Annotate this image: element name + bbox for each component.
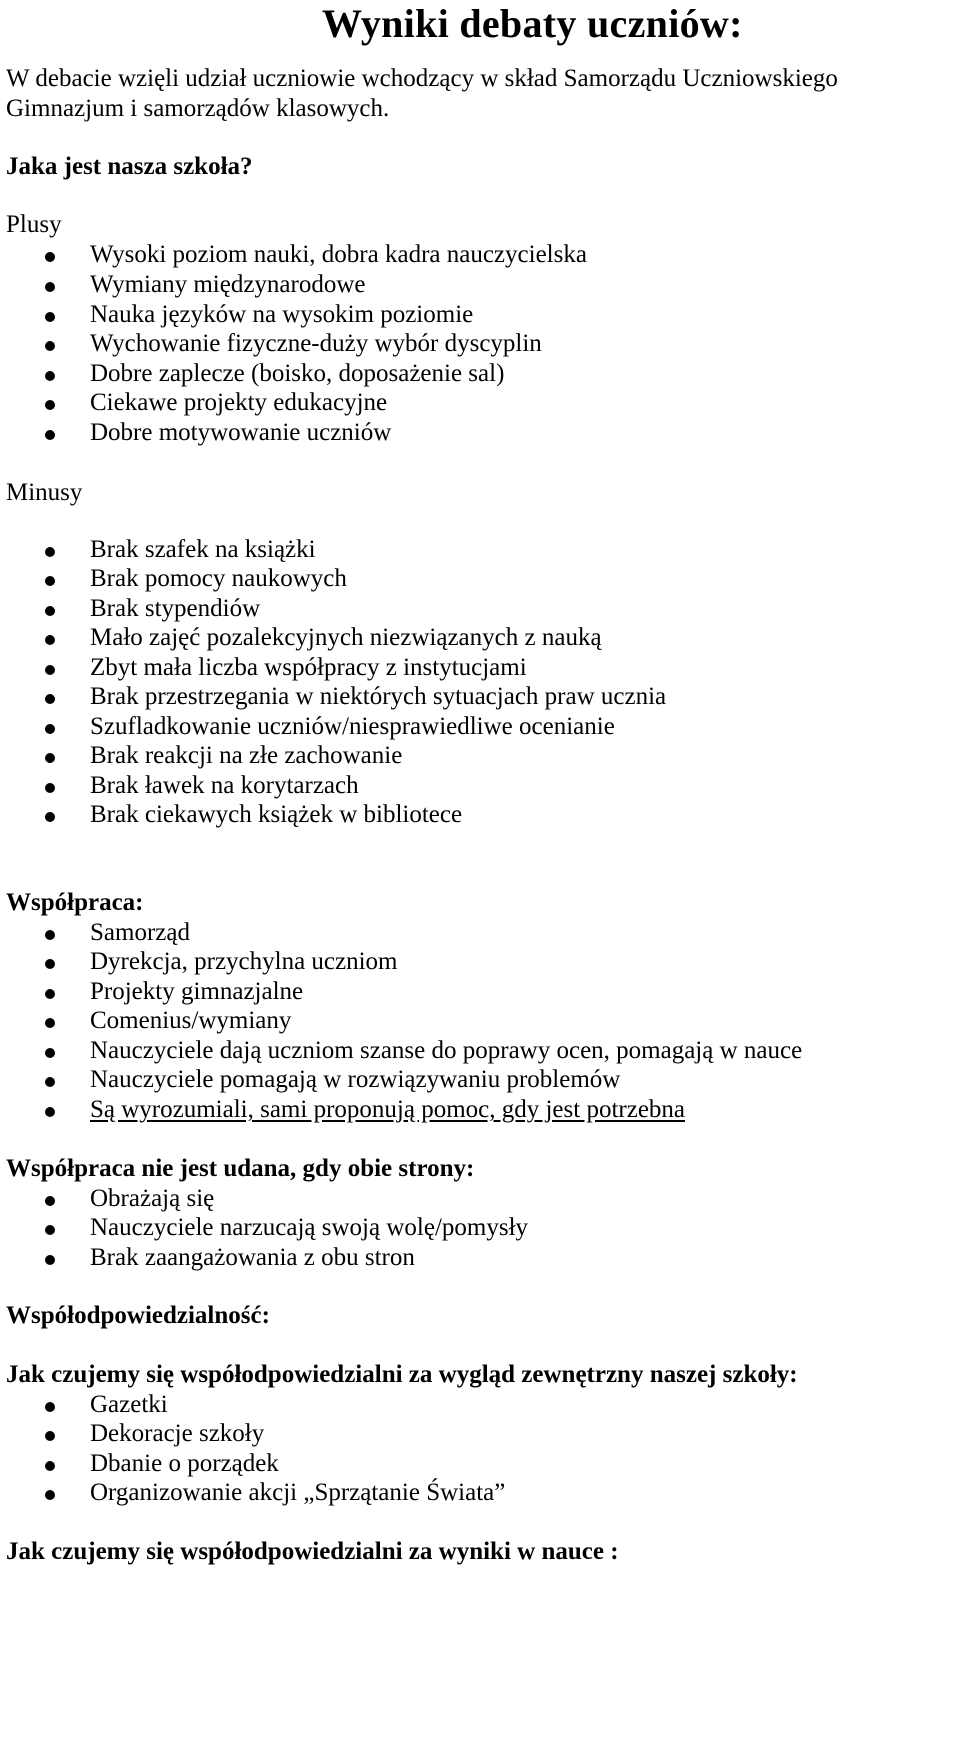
list-item: Wychowanie fizyczne-duży wybór dyscyplin — [90, 330, 542, 357]
bullet-icon — [45, 930, 55, 940]
list-item: Dyrekcja, przychylna uczniom — [90, 948, 398, 975]
list-item: Brak przestrzegania w niektórych sytuacjach praw ucznia — [90, 683, 667, 710]
nieudana-heading: Współpraca nie jest udana, gdy obie strony: — [6, 1155, 475, 1182]
intro-line-1: W debacie wzięli udział uczniowie wchodzący w skład Samorządu Uczniowskiego — [6, 65, 838, 92]
list-item: Brak reakcji na złe zachowanie — [90, 742, 403, 769]
list-item: Brak zaangażowania z obu stron — [90, 1244, 415, 1271]
bullet-icon — [45, 1255, 55, 1265]
wyniki-heading: Jak czujemy się współodpowiedzialni za wyniki w nauce : — [6, 1538, 619, 1565]
intro-line-2: Gimnazjum i samorządów klasowych. — [6, 95, 390, 122]
plusy-heading: Plusy — [6, 211, 62, 238]
bullet-icon — [45, 1107, 55, 1117]
list-item: Ciekawe projekty edukacyjne — [90, 389, 388, 416]
bullet-icon — [45, 1048, 55, 1058]
bullet-icon — [45, 1461, 55, 1471]
bullet-icon — [45, 635, 55, 645]
list-item: Nauczyciele dają uczniom szanse do poprawy ocen, pomagają w nauce — [90, 1037, 803, 1064]
bullet-icon — [45, 724, 55, 734]
bullet-icon — [45, 1402, 55, 1412]
minusy-heading: Minusy — [6, 479, 83, 506]
bullet-icon — [45, 783, 55, 793]
list-item: Nauka języków na wysokim poziomie — [90, 301, 474, 328]
list-item: Brak stypendiów — [90, 595, 261, 622]
list-item: Nauczyciele pomagają w rozwiązywaniu problemów — [90, 1066, 621, 1093]
list-item: Samorząd — [90, 919, 190, 946]
wyglad-heading: Jak czujemy się współodpowiedzialni za wygląd zewnętrzny naszej szkoły: — [6, 1361, 798, 1388]
bullet-icon — [45, 1196, 55, 1206]
bullet-icon — [45, 1018, 55, 1028]
wspolpraca-heading: Współpraca: — [6, 889, 144, 916]
bullet-icon — [45, 430, 55, 440]
bullet-icon — [45, 371, 55, 381]
bullet-icon — [45, 576, 55, 586]
bullet-icon — [45, 812, 55, 822]
list-item: Obrażają się — [90, 1185, 215, 1212]
bullet-icon — [45, 547, 55, 557]
page-title: Wyniki debaty uczniów: — [322, 1, 743, 46]
bullet-icon — [45, 665, 55, 675]
question-heading: Jaka jest nasza szkoła? — [6, 153, 253, 180]
list-item: Dobre zaplecze (boisko, doposażenie sal) — [90, 360, 505, 387]
list-item: Wysoki poziom nauki, dobra kadra nauczycielska — [90, 241, 587, 268]
list-item: Są wyrozumiali, sami proponują pomoc, gdy jest potrzebna — [90, 1096, 686, 1123]
bullet-icon — [45, 1490, 55, 1500]
list-item: Projekty gimnazjalne — [90, 978, 304, 1005]
list-item: Mało zajęć pozalekcyjnych niezwiązanych z nauką — [90, 624, 602, 651]
list-item: Wymiany międzynarodowe — [90, 271, 366, 298]
list-item: Gazetki — [90, 1391, 168, 1418]
bullet-icon — [45, 252, 55, 262]
bullet-icon — [45, 400, 55, 410]
bullet-icon — [45, 1077, 55, 1087]
list-item: Brak szafek na książki — [90, 536, 316, 563]
bullet-icon — [45, 989, 55, 999]
bullet-icon — [45, 282, 55, 292]
list-item: Dobre motywowanie uczniów — [90, 419, 392, 446]
list-item: Szufladkowanie uczniów/niesprawiedliwe ocenianie — [90, 713, 615, 740]
bullet-icon — [45, 959, 55, 969]
list-item: Comenius/wymiany — [90, 1007, 292, 1034]
wspolodpowiedzialnosc-heading: Współodpowiedzialność: — [6, 1302, 270, 1329]
bullet-icon — [45, 341, 55, 351]
list-item: Dbanie o porządek — [90, 1450, 279, 1477]
bullet-icon — [45, 753, 55, 763]
bullet-icon — [45, 694, 55, 704]
list-item: Dekoracje szkoły — [90, 1420, 265, 1447]
list-item: Nauczyciele narzucają swoją wolę/pomysły — [90, 1214, 529, 1241]
list-item: Brak ciekawych książek w bibliotece — [90, 801, 463, 828]
bullet-icon — [45, 1431, 55, 1441]
bullet-icon — [45, 1225, 55, 1235]
list-item: Brak pomocy naukowych — [90, 565, 347, 592]
bullet-icon — [45, 606, 55, 616]
list-item: Brak ławek na korytarzach — [90, 772, 359, 799]
bullet-icon — [45, 312, 55, 322]
list-item: Zbyt mała liczba współpracy z instytucjami — [90, 654, 527, 681]
list-item: Organizowanie akcji „Sprzątanie Świata” — [90, 1479, 506, 1506]
